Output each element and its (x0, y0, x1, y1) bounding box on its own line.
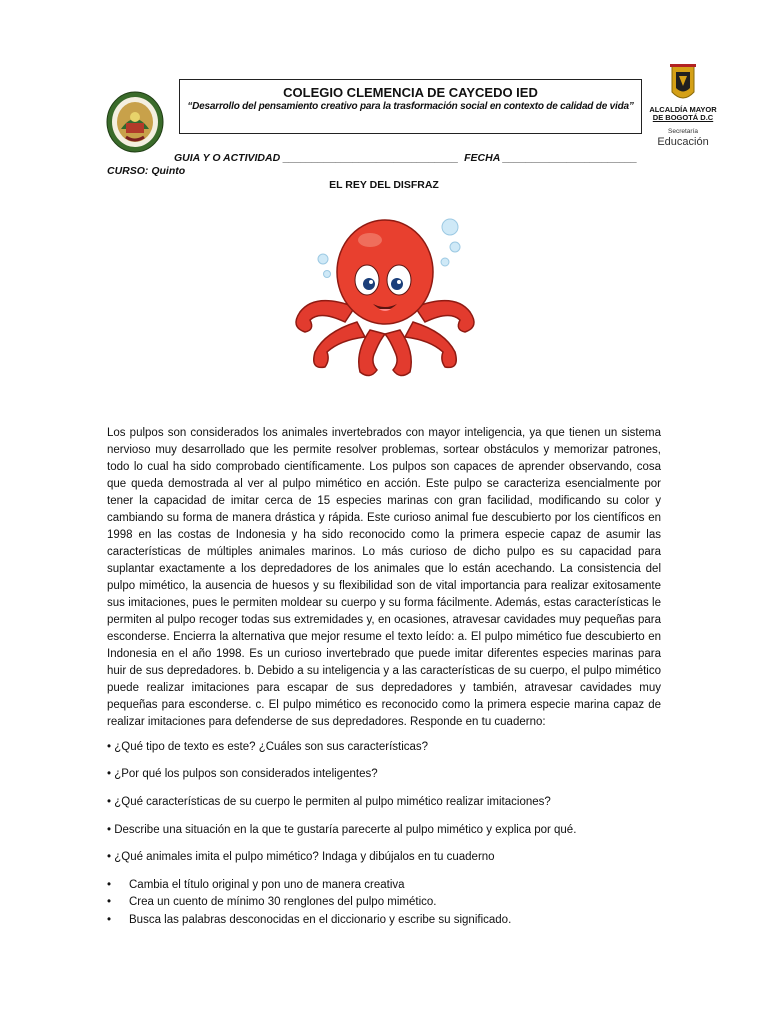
school-seal-logo (106, 91, 164, 153)
octopus-illustration (285, 212, 485, 382)
question-item: • ¿Qué características de su cuerpo le permiten al pulpo mimético realizar imitaciones? (107, 796, 551, 808)
bullet-icon: • (107, 914, 112, 926)
school-name: COLEGIO CLEMENCIA DE CAYCEDO IED (283, 85, 538, 100)
reading-passage: Los pulpos son considerados los animales invertebrados con mayor inteligencia, ya que tienen un sistema nervioso muy desarrollado que les permite resolver problemas, sortear obstáculos y memorizar patrones, todo lo cual ha sido comprobado científicamente. Los pulpos son capaces de aprender observando, cosa que queda demostrada al ver al pulpo mimético en acción. Este pulpo se caracteriza esencialmente por tener la capacidad de imitar cerca de 15 especies marinas con gran facilidad, modificando su color y cambiando su forma de manera drástica y rápida. Este curioso animal fue descubierto por los científicos en 1998 en las costas de Indonesia y ha sido reconocido como la primera especie capaz de asumir las características de múltiples animales marinos. Lo más curioso de dicho pulpo es su capacidad para suplantar exactamente a los depredadores de los animales que lo están acechando. La consistencia del pulpo mimético, la ausencia de huesos y su flexibilidad son de vital importancia para realizar exitosamente sus imitaciones, pues le permiten moldear su cuerpo y su forma fácilmente. Además, estas características le permiten al pulpo recoger todas sus extremidades y, en ocasiones, atravesar cavidades muy pequeñas para esconderse. Encierra la alternativa que mejor resume el texto leído: a. El pulpo mimético fue descubierto en Indonesia en el año 1998. Es un curioso invertebrado que puede imitar diferentes especies marinas para huir de sus depredadores. b. Debido a su inteligencia y a las características de su cuerpo, el pulpo mimético puede realizar imitaciones para escapar de sus depredadores y también, atravesar cavidades muy pequeñas para esconderse. c. El pulpo mimético es reconocido como la primera especie marina capaz de realizar imitaciones para defenderse de sus depredadores. Responde en tu cuaderno: (107, 427, 661, 728)
alcaldia-line-2: DE BOGOTÁ D.C (652, 113, 714, 122)
task-item (107, 896, 436, 908)
guia-fecha-line: GUIA Y O ACTIVIDAD ______________________________ FECHA _______________________ (174, 152, 638, 164)
school-motto: “Desarrollo del pensamiento creativo para la trasformación social en contexto de calidad de vida” (187, 101, 634, 112)
alcaldia-line-1: ALCALDÍA MAYOR (649, 105, 717, 114)
task-text: Crea un cuento de mínimo 30 renglones del pulpo mimético. (129, 896, 437, 908)
document-title: EL REY DEL DISFRAZ (329, 179, 439, 191)
question-item: • ¿Por qué los pulpos son considerados inteligentes? (107, 768, 378, 780)
bullet-icon: • (107, 879, 112, 891)
bullet-icon: • (107, 896, 112, 908)
task-item (107, 914, 511, 926)
task-item (107, 879, 405, 891)
curso-line: CURSO: Quinto (107, 165, 186, 177)
task-text: Busca las palabras desconocidas en el diccionario y escribe su significado. (129, 914, 512, 926)
alcaldia-name (648, 106, 718, 122)
question-item: • Describe una situación en la que te gustaría parecerte al pulpo mimético y explica por qué. (107, 824, 577, 836)
educacion-label: Educación (657, 136, 709, 148)
task-text: Cambia el título original y pon uno de manera creativa (129, 879, 405, 891)
question-item: • ¿Qué animales imita el pulpo mimético? Indaga y dibújalos en tu cuaderno (107, 851, 495, 863)
secretaria-label: Secretaría (668, 128, 698, 135)
question-item: • ¿Qué tipo de texto es este? ¿Cuáles son sus características? (107, 741, 429, 753)
